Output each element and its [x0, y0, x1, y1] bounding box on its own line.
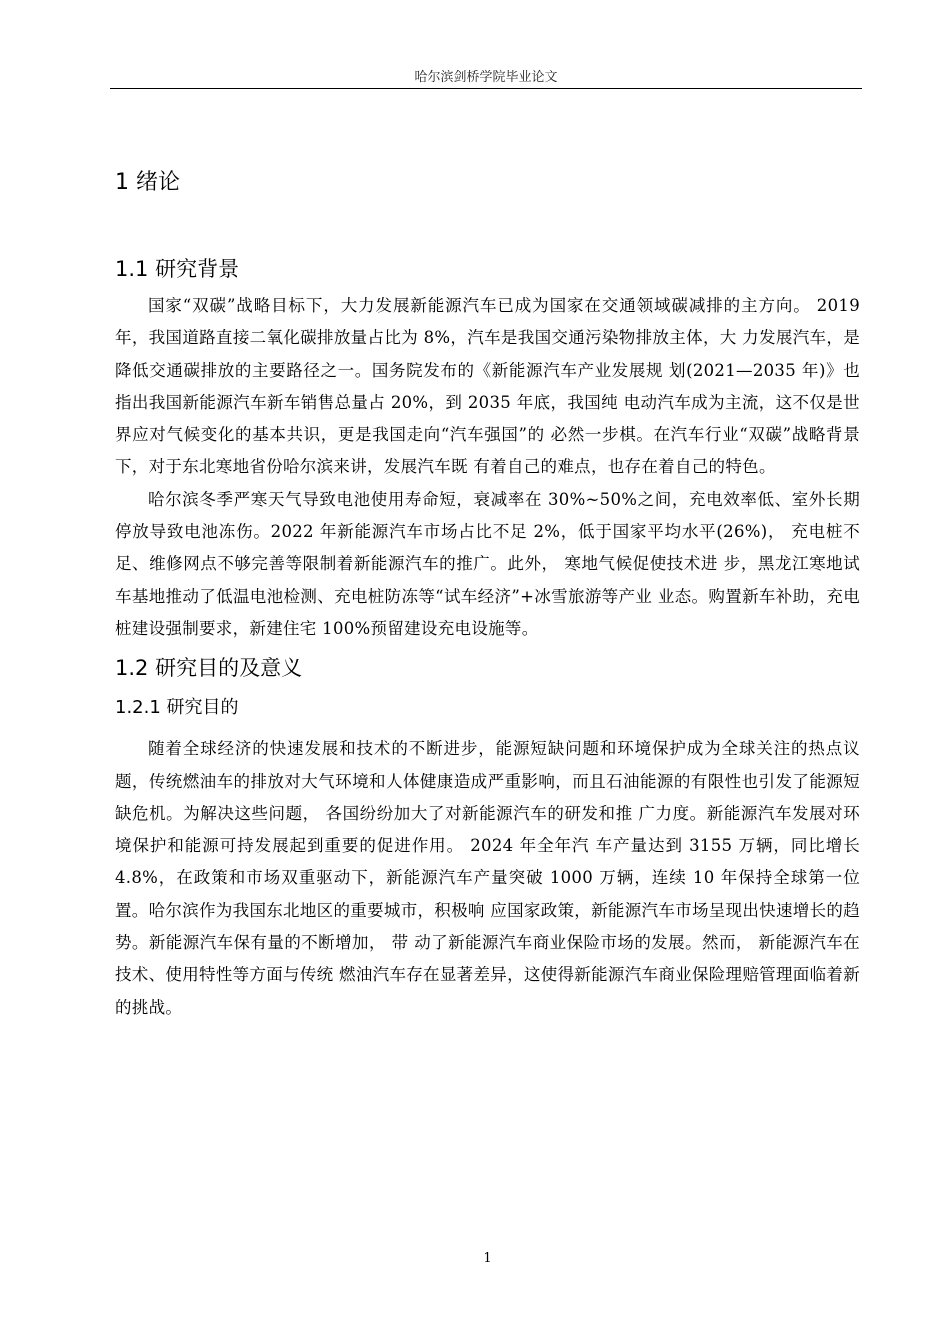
page-number: 1: [483, 1251, 492, 1266]
chapter-title: 1 绪论: [115, 170, 180, 195]
subsection-title-purpose: 1.2.1 研究目的: [115, 697, 239, 719]
document-body: [115, 160, 860, 1024]
section-title-background: 1.1 研究背景: [115, 257, 240, 281]
header-divider: [110, 88, 862, 89]
paragraph: 哈尔滨冬季严寒天气导致电池使用寿命短，衰减率在 30%~50%之间，充电效率低、室外长期停放导致电池冻伤。2022 年新能源汽车市场占比不足 2%，低于国家平均水平(26%)， 充电桩不足、维修网点不够完善等限制着新能源汽车的推广。此外， 寒地气候促使技术进 步，黑龙江寒地试车基地推动了低温电池检测、充电桩防冻等“试车经济”+冰雪旅游等产业 业态。购置新车补助，充电桩建设强制要求，新建住宅 100%预留建设充电设施等。: [115, 489, 860, 638]
section-title-purpose: 1.2 研究目的及意义: [115, 656, 303, 681]
running-header: 哈尔滨剑桥学院毕业论文: [414, 70, 558, 85]
paragraph: 随着全球经济的快速发展和技术的不断进步，能源短缺问题和环境保护成为全球关注的热点议题，传统燃油车的排放对大气环境和人体健康造成严重影响，而且石油能源的有限性也引发了能源短缺危机。为解决这些问题， 各国纷纷加大了对新能源汽车的研发和推 广力度。新能源汽车发展对环境保护和能源可持发展起到重要的促进作用。 2024 年全年汽 车产量达到 3155 万辆，同比增长 4.8%，在政策和市场双重驱动下，新能源汽车产量突破 1000 万辆，连续 10 年保持全球第一位置。哈尔滨作为我国东北地区的重要城市，积极响 应国家政策，新能源汽车市场呈现出快速增长的趋势。新能源汽车保有量的不断增加， 带 动了新能源汽车商业保险市场的发展。然而， 新能源汽车在技术、使用特性等方面与传统 燃油汽车存在显著差异，这使得新能源汽车商业保险理赔管理面临着新的挑战。: [115, 739, 860, 1017]
paragraph: 国家“双碳”战略目标下，大力发展新能源汽车已成为国家在交通领域碳减排的主方向。 2019 年，我国道路直接二氧化碳排放量占比为 8%，汽车是我国交通污染物排放主体，大 力发展汽车，是降低交通碳排放的主要路径之一。国务院发布的《新能源汽车产业发展规 划(2021—2035 年)》也指出我国新能源汽车新车销售总量占 20%，到 2035 年底，我国纯 电动汽车成为主流，这不仅是世界应对气候变化的基本共识，更是我国走向“汽车强国”的 必然一步棋。在汽车行业“双碳”战略背景下，对于东北寒地省份哈尔滨来讲，发展汽车既 有着自己的难点，也存在着自己的特色。: [115, 296, 860, 477]
